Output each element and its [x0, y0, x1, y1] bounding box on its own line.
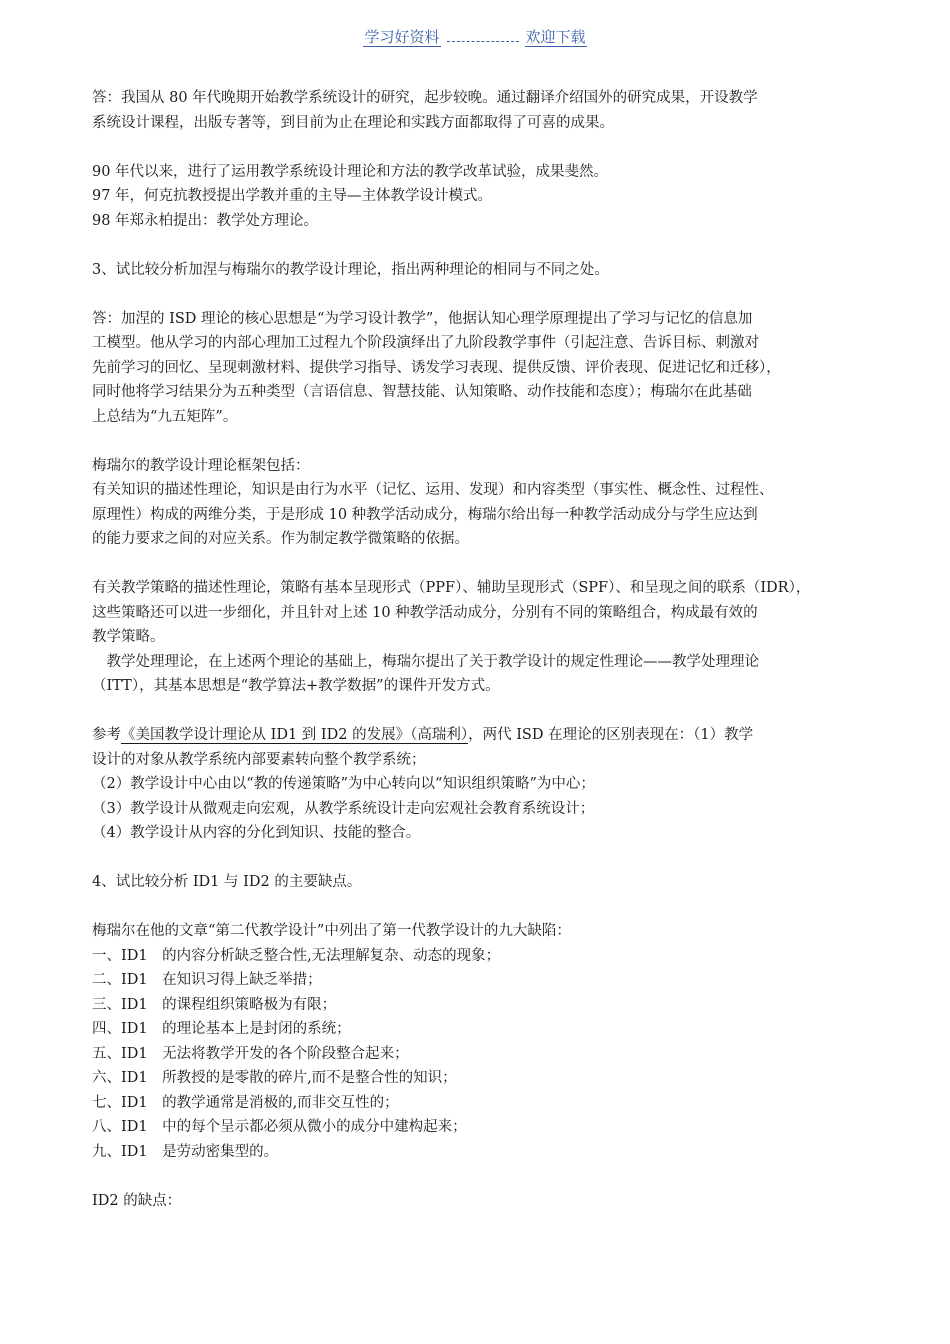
text-line: 先前学习的回忆、呈现刺激材料、提供学习指导、诱发学习表现、提供反馈、评价表现、促进记忆和迁移）， [92, 359, 781, 376]
text-line: 的能力要求之间的对应关系。作为制定教学微策略的依据。 [92, 531, 469, 547]
text-line: 一、ID1 的内容分析缺乏整合性,无法理解复杂、动态的现象； [92, 947, 501, 964]
text-line: 三、ID1 的课程组织策略极为有限； [92, 996, 337, 1013]
text-line: 设计的对象从教学系统内部要素转向整个教学系统； [92, 751, 426, 768]
text-line: 五、ID1 无法将教学开发的各个阶段整合起来； [92, 1045, 409, 1062]
text-line: 八、ID1 中的每个呈示都必须从微小的成分中建构起来； [92, 1119, 467, 1135]
text-line: 梅瑞尔在他的文章“第二代教学设计”中列出了第一代教学设计的九大缺陷： [92, 923, 571, 939]
text-line: 工模型。他从学习的内部心理加工过程九个阶段演绎出了九阶段教学事件（引起注意、告诉目标、刺激对 [92, 335, 759, 351]
text-line: （3）教学设计从微观走向宏观，从教学系统设计走向宏观社会教育系统设计； [92, 800, 595, 817]
reference-line [92, 723, 882, 748]
text-line: 系统设计课程，出版专著等，到目前为止在理论和实践方面都取得了可喜的成果。 [92, 114, 614, 131]
blank-line [92, 1164, 882, 1189]
text-line: 98 年郑永柏提出：教学处方理论。 [92, 212, 319, 229]
reference-suffix: ，两代 ISD 在理论的区别表现在：（1）教学 [468, 727, 754, 743]
text-line: 原理性）构成的两维分类，于是形成 10 种教学活动成分，梅瑞尔给出每一种教学活动成分与学生应达到 [92, 506, 758, 523]
text-line: 梅瑞尔的教学设计理论框架包括： [92, 457, 310, 474]
text-line: 教学策略。 [92, 629, 165, 645]
text-line: 教学处理理论，在上述两个理论的基础上，梅瑞尔提出了关于教学设计的规定性理论——教学处理理论 [92, 653, 759, 670]
text-line: 七、ID1 的教学通常是消极的,而非交互性的； [92, 1094, 399, 1111]
page-header [0, 26, 950, 48]
blank-line [92, 895, 882, 920]
header-right-text: 欢迎下载 [525, 28, 586, 46]
text-line: 90 年代以来，进行了运用教学系统设计理论和方法的教学改革试验，成果斐然。 [92, 163, 609, 180]
text-line: 有关知识的描述性理论，知识是由行为水平（记忆、运用、发现）和内容类型（事实性、概念性、过程性、 [92, 482, 774, 498]
text-line: （ITT），其基本思想是“教学算法+教学数据”的课件开发方式。 [92, 678, 500, 694]
text-line: 同时他将学习结果分为五种类型（言语信息、智慧技能、认知策略、动作技能和态度）；梅瑞尔在此基础 [92, 384, 752, 400]
text-line: 97 年，何克抗教授提出学教并重的主导—主体教学设计模式。 [92, 188, 493, 204]
text-line: 二、ID1 在知识习得上缺乏举措； [92, 972, 322, 988]
text-line: 九、ID1 是劳动密集型的。 [92, 1143, 279, 1160]
text-line: 4、试比较分析 ID1 与 ID2 的主要缺点。 [92, 874, 362, 890]
text-line: 答：加涅的 ISD 理论的核心思想是“为学习设计教学”，他据认知心理学原理提出了学习与记忆的信息加 [92, 310, 753, 327]
blank-line [92, 429, 882, 454]
text-line: 六、ID1 所教授的是零散的碎片,而不是整合性的知识； [92, 1070, 457, 1086]
text-line: （4）教学设计从内容的分化到知识、技能的整合。 [92, 825, 421, 841]
text-line: 答：我国从 80 年代晚期开始教学系统设计的研究，起步较晚。通过翻译介绍国外的研究成果，开设教学 [92, 90, 758, 106]
blank-line [92, 846, 882, 871]
text-line: 3、试比较分析加涅与梅瑞尔的教学设计理论，指出两种理论的相同与不同之处。 [92, 261, 609, 278]
header-left-text: 学习好资料 [364, 28, 440, 46]
text-line: 上总结为“九五矩阵”。 [92, 408, 238, 425]
blank-line [92, 552, 882, 577]
reference-prefix: 参考 [92, 727, 121, 743]
blank-line [92, 135, 882, 160]
text-line: ID2 的缺点： [92, 1192, 182, 1209]
text-line: 这些策略还可以进一步细化，并且针对上述 10 种教学活动成分，分别有不同的策略组合，构成最有效的 [92, 604, 758, 621]
text-line: 有关教学策略的描述性理论，策略有基本呈现形式（PPF）、辅助呈现形式（SPF）、和呈现之间的联系（IDR）， [92, 580, 811, 596]
document-body [92, 86, 882, 1213]
blank-line [92, 282, 882, 307]
blank-line [92, 699, 882, 724]
text-line: （2）教学设计中心由以“教的传递策略”为中心转向以“知识组织策略”为中心； [92, 776, 595, 792]
blank-line [92, 233, 882, 258]
text-line: 四、ID1 的理论基本上是封闭的系统； [92, 1021, 351, 1037]
reference-title-link[interactable]: 《美国教学设计理论从 ID1 到 ID2 的发展》（高瑞利） [121, 727, 469, 743]
header-dashed-gap [447, 27, 519, 42]
